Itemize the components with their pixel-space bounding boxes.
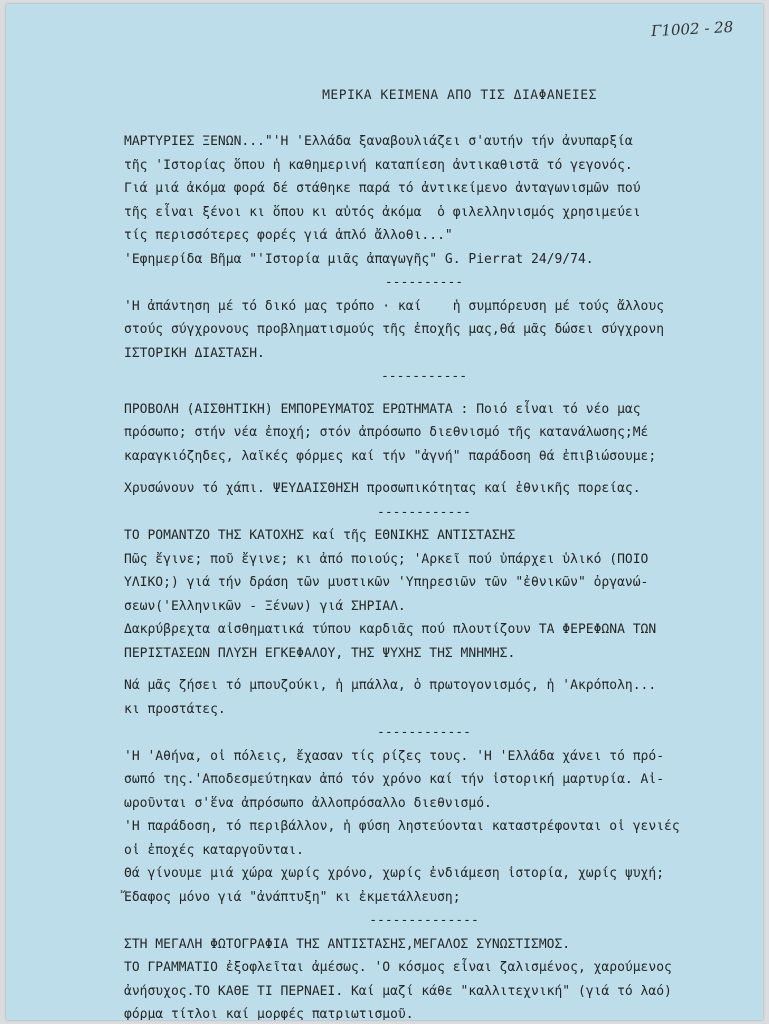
text-line: Θά γίνουμε μιά χώρα χωρίς χρόνο, χωρίς ἐνδιάμεση ἱστορία, χωρίς ψυχή;: [124, 866, 665, 881]
paragraph-gap: [124, 468, 684, 477]
text-line: ΤΟ ΡΟΜΑΝΤΖΟ ΤΗΣ ΚΑΤΟΧΗΣ καί τῆς ΕΘΝΙΚΗΣ ΑΝΤΙΣΤΑΣΗΣ: [124, 528, 516, 543]
text-line: ΠΕΡΙΣΤΑΣΕΩΝ ΠΛΥΣΗ ΕΓΚΕΦΑΛΟΥ, ΤΗΣ ΨΥΧΗΣ ΤΗΣ ΜΝΗΜΗΣ.: [124, 645, 516, 661]
text-line: Νά μᾶς ζήσει τό μπουζούκι, ἡ μπάλλα, ὁ πρωτογονισμός, ἡ 'Ακρόπολη...: [124, 678, 657, 693]
archive-reference: Γ1002 - 28: [650, 17, 734, 41]
text-line: 'Η 'Αθήνα, οἱ πόλεις, ἔχασαν τίς ρίζες τους. 'Η 'Ελλάδα χάνει τό πρό-: [124, 748, 665, 764]
text-line: ΥΛΙΚΟ;) γιά τήν δράση τῶν μυστικῶν 'Υπηρεσιῶν τῶν "ἐθνικῶν" ὀργανώ-: [124, 575, 649, 590]
text-line: ΣΤΗ ΜΕΓΑΛΗ ΦΩΤΟΓΡΑΦΙΑ ΤΗΣ ΑΝΤΙΣΤΑΣΗΣ,ΜΕΓΑΛΟΣ ΣΥΝΩΣΤΙΣΜΟΣ.: [124, 936, 571, 952]
paragraph-gap: [124, 389, 684, 398]
separator-line: ------------: [377, 504, 471, 520]
text-line: ΜΑΡΤΥΡΙΕΣ ΞΕΝΩΝ..."'Η 'Ελλάδα ξαναβουλιάζει σ'αυτήν τήν ἀνυπαρξία: [124, 134, 633, 149]
text-line: 'Η ἀπάντηση μέ τό δικό μας τρόπο · καί ἡ συμπόρευση μέ τούς ἄλλους: [124, 298, 665, 314]
text-line: τίς περισσότερες φορές γιά ἁπλό ἄλλοθι...": [124, 228, 453, 243]
text-line: Γιά μιά ἀκόμα φορά δέ στάθηκε παρά τό ἀντικείμενο ἀνταγωνισμῶν πού: [124, 181, 641, 196]
text-line: Ἔδαφος μόνο γιά "ἀνάπτυξη" κι ἐκμετάλλευση;: [124, 889, 461, 905]
separator-line: -----------: [380, 369, 468, 384]
text-line: 'Εφημερίδα Βῆμα "'Ιστορία μιᾶς ἀπαγωγῆς" G. Pierrat 24/9/74.: [124, 251, 594, 267]
separator-line: --------------: [369, 913, 479, 928]
text-line: ΙΣΤΟΡΙΚΗ ΔΙΑΣΤΑΣΗ.: [124, 345, 265, 361]
document-title: ΜΕΡΙΚΑ ΚΕΙΜΕΝΑ ΑΠΟ ΤΙΣ ΔΙΑΦΑΝΕΙΕΣ: [322, 88, 597, 103]
text-line: τῆς 'Ιστορίας ὅπου ἡ καθημερινή καταπίεση ἀντικαθιστᾶ τό γεγονός.: [124, 157, 633, 173]
text-line: ΠΡΟΒΟΛΗ (ΑΙΣΘΗΤΙΚΗ) ΕΜΠΟΡΕΥΜΑΤΟΣ ΕΡΩΤΗΜΑΤΑ : Ποιό εἶναι τό νέο μας: [124, 401, 641, 417]
document-page: [6, 4, 763, 1020]
text-line: ΤΟ ΓΡΑΜΜΑΤΙΟ ἐξοφλεῖται ἀμέσως. 'Ο κόσμος εἶναι ζαλισμένος, χαρούμενος: [124, 960, 672, 975]
paragraph-gap: [124, 665, 684, 674]
text-line: Δακρύβρεχτα αἰσθηματικά τύπου καρδιᾶς πού πλουτίζουν ΤΑ ΦΕΡΕΦΩΝΑ ΤΩΝ: [124, 622, 657, 637]
text-line: 'Η παράδοση, τό περιβάλλον, ἡ φύση ληστεύονται καταστρέφονται οἱ γενιές: [124, 819, 680, 834]
text-line: πρόσωπο; στήν νέα ἐποχή; στόν ἀπρόσωπο διεθνισμό τῆς κατανάλωσης;Μέ: [124, 425, 649, 440]
separator-line: ----------: [384, 275, 464, 290]
text-line: καραγκιόζηδες, λαϊκές φόρμες καί τήν "ἀγνή" παράδοση θά ἐπιβιώσουμε;: [124, 448, 657, 464]
text-line: οἱ ἐποχές καταργοῦνται.: [124, 842, 305, 858]
text-line: κι προστάτες.: [124, 701, 226, 717]
text-line: φόρμα τίτλοι καί μορφές πατριωτισμοῦ.: [124, 1007, 414, 1020]
text-line: Πῶς ἔγινε; ποῦ ἔγινε; κι ἀπό ποιούς; 'Αρκεῖ πού ὑπάρχει ὑλικό (ΠΟΙΟ: [124, 551, 649, 567]
text-line: στούς σύγχρονους προβληματισμούς τῆς ἐποχῆς μας,θά μᾶς δώσει σύγχρονη: [124, 322, 665, 337]
text-line: σωπό της.'Αποδεσμεύτηκαν ἀπό τόν χρόνο καί τήν ἱστορική μαρτυρία. Αἰ-: [124, 772, 665, 787]
text-line: ἀνήσυχος.ΤΟ ΚΑΘΕ ΤΙ ΠΕΡΝΑΕΙ. Καί μαζί κάθε "καλλιτεχνική" (γιά τό λαό): [124, 983, 672, 999]
text-line: ωροῦνται σ'ἕνα ἀπρόσωπο ἀλλοπρόσαλλο διεθνισμό.: [124, 795, 492, 811]
text-line: τῆς εἶναι ξένοι κι ὅπου κι αὐτός ἀκόμα ὁ φιλελληνισμός χρησιμεύει: [124, 204, 641, 220]
text-line: σεων('Ελληνικῶν - Ξένων) γιά ΣΗΡΙΑΛ.: [124, 598, 406, 614]
document-body: [124, 130, 684, 1020]
text-line: Χρυσώνουν τό χάπι. ΨΕΥΔΑΙΣΘΗΣΗ προσωπικότητας καί ἐθνικῆς πορείας.: [124, 481, 641, 496]
separator-line: ------------: [377, 725, 471, 740]
